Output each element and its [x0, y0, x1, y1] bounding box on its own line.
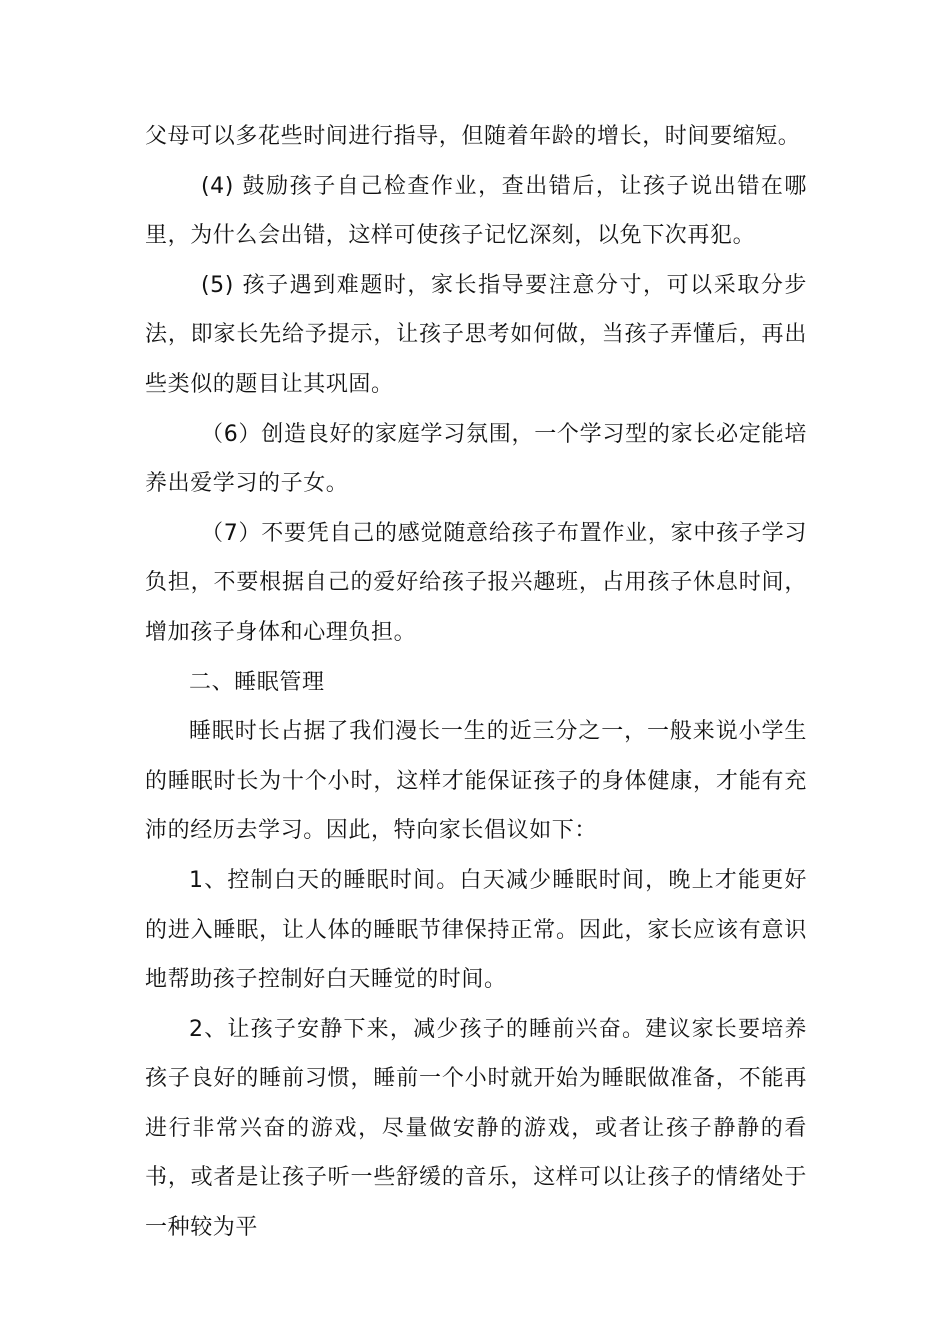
- section-heading-sleep: 二、睡眠管理: [189, 669, 325, 695]
- paragraph-sleep-intro: 睡眠时长占据了我们漫长一生的近三分之一，一般来说小学生的睡眠时长为十个小时，这样才能保证孩子的身体健康，才能有充沛的经历去学习。因此，特向家长倡议如下：: [145, 719, 807, 844]
- paragraph-sleep-1: 1、控制白天的睡眠时间。白天减少睡眠时间，晚上才能更好的进入睡眠，让人体的睡眠节律保持正常。因此，家长应该有意识地帮助孩子控制好白天睡觉的时间。: [145, 867, 807, 993]
- paragraph-item-7: （7）不要凭自己的感觉随意给孩子布置作业，家中孩子学习负担，不要根据自己的爱好给孩子报兴趣班，占用孩子休息时间，增加孩子身体和心理负担。: [145, 520, 807, 645]
- document-body: [145, 112, 807, 1253]
- paragraph-continuation: 父母可以多花些时间进行指导，但随着年龄的增长，时间要缩短。: [145, 124, 801, 149]
- paragraph-item-6: （6）创造良好的家庭学习氛围，一个学习型的家长必定能培养出爱学习的子女。: [145, 421, 807, 497]
- paragraph-item-4: (4) 鼓励孩子自己检查作业，查出错后，让孩子说出错在哪里，为什么会出错，这样可使孩子记忆深刻，以免下次再犯。: [145, 173, 807, 249]
- paragraph-sleep-2: 2、让孩子安静下来，减少孩子的睡前兴奋。建议家长要培养孩子良好的睡前习惯，睡前一个小时就开始为睡眠做准备，不能再进行非常兴奋的游戏，尽量做安静的游戏，或者让孩子静静的看书，或者是让孩子听一些舒缓的音乐，这样可以让孩子的情绪处于一种较为平: [145, 1016, 807, 1241]
- paragraph-item-5: (5) 孩子遇到难题时，家长指导要注意分寸，可以采取分步法，即家长先给予提示，让孩子思考如何做，当孩子弄懂后，再出些类似的题目让其巩固。: [145, 272, 807, 397]
